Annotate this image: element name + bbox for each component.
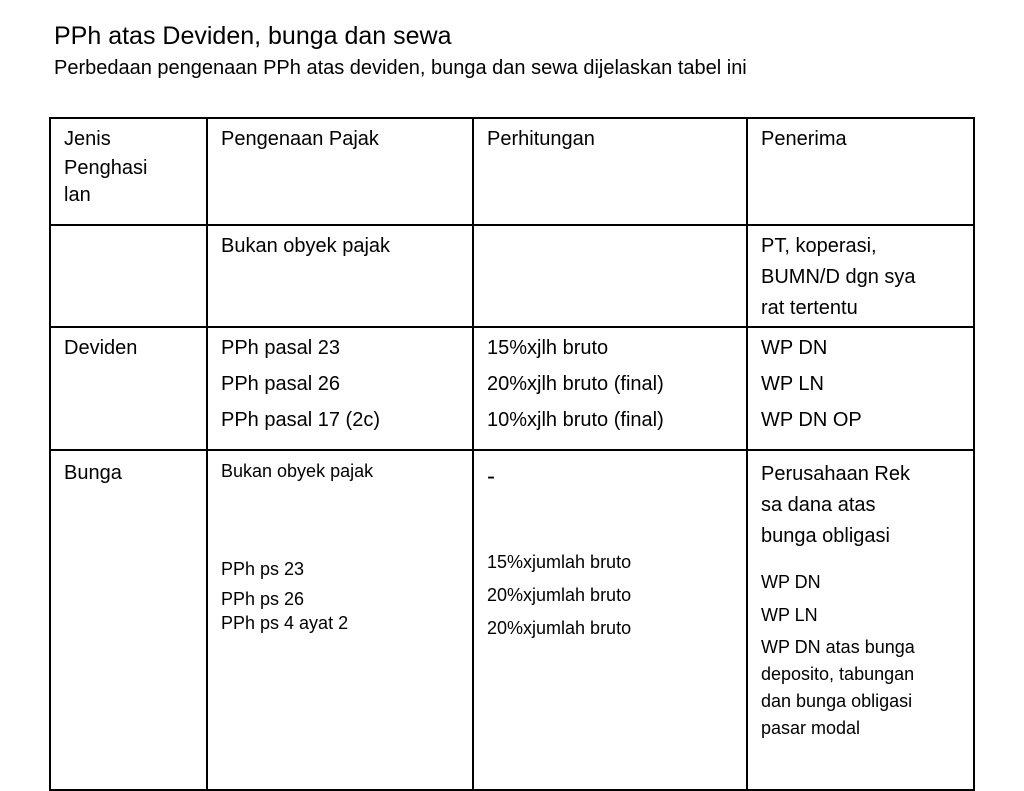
row3-penerima-line2: sa dana atas	[761, 494, 876, 516]
row3-pengenaan-item: PPh ps 4 ayat 2	[221, 613, 349, 633]
row2-perhitungan-item: 20%xjlh bruto (final)	[487, 373, 664, 395]
row1-penerima-line3: rat tertentu	[761, 297, 858, 319]
row1-penerima-line2: BUMN/D dgn sya	[761, 266, 916, 288]
row2-perhitungan-item: 15%xjlh bruto	[487, 337, 609, 359]
row3-penerima-tail: deposito, tabungan	[761, 664, 915, 684]
header-jenis-line3: lan	[64, 184, 91, 206]
header-jenis-line2: Penghasi	[64, 157, 148, 179]
row1-penerima	[747, 225, 974, 327]
row2-pengenaan-item: PPh pasal 17 (2c)	[221, 409, 380, 431]
row2-penerima-item: WP DN OP	[761, 409, 862, 431]
table-header-row	[50, 118, 974, 225]
row2-pengenaan-item: PPh pasal 26	[221, 373, 340, 395]
row2-perhitungan	[473, 327, 747, 450]
row1-penerima-line1: PT, koperasi,	[761, 235, 877, 257]
row2-pengenaan-item: PPh pasal 23	[221, 337, 340, 359]
row3-pengenaan-item: PPh ps 26	[221, 589, 305, 609]
row3-penerima-line1: Perusahaan Rek	[761, 463, 910, 485]
row1-perhitungan	[473, 225, 747, 327]
tax-comparison-table	[49, 117, 975, 791]
header-pengenaan: Pengenaan Pajak	[207, 118, 473, 225]
row2-perhitungan-item: 10%xjlh bruto (final)	[487, 409, 664, 431]
row3-penerima-tail: pasar modal	[761, 718, 861, 738]
row3-penerima	[747, 450, 974, 790]
row2-pengenaan	[207, 327, 473, 450]
table-row	[50, 327, 974, 450]
row2-penerima-item: WP LN	[761, 373, 824, 395]
row2-penerima	[747, 327, 974, 450]
row3-perhitungan-item: 20%xjumlah bruto	[487, 585, 632, 605]
page-subtitle: Perbedaan pengenaan PPh atas deviden, bunga dan sewa dijelaskan tabel ini	[54, 57, 747, 79]
header-jenis-line1: Jenis	[64, 128, 111, 150]
row3-jenis: Bunga	[50, 450, 207, 790]
row3-perhitungan-item: 20%xjumlah bruto	[487, 618, 632, 638]
row2-penerima-item: WP DN	[761, 337, 828, 359]
table-row	[50, 225, 974, 327]
row1-jenis	[50, 225, 207, 327]
header-penerima: Penerima	[747, 118, 974, 225]
row3-pengenaan-item: PPh ps 23	[221, 559, 305, 579]
header-perhitungan: Perhitungan	[473, 118, 747, 225]
row3-perhitungan-item: 15%xjumlah bruto	[487, 552, 632, 572]
row3-penerima-line3: bunga obligasi	[761, 525, 890, 547]
row3-pengenaan	[207, 450, 473, 790]
row3-penerima-tail: WP DN atas bunga	[761, 637, 915, 657]
row3-penerima-wp: WP LN	[761, 605, 818, 625]
header-jenis	[50, 118, 207, 225]
row3-penerima-tail: dan bunga obligasi	[761, 691, 913, 711]
row3-perhitungan	[473, 450, 747, 790]
row3-pengenaan-first: Bukan obyek pajak	[221, 461, 374, 481]
row3-perhitungan-first: -	[487, 463, 495, 490]
row2-jenis: Deviden	[50, 327, 207, 450]
row3-penerima-wp: WP DN	[761, 572, 821, 592]
table-row	[50, 450, 974, 790]
row1-pengenaan: Bukan obyek pajak	[207, 225, 473, 327]
page-title: PPh atas Deviden, bunga dan sewa	[54, 22, 452, 50]
